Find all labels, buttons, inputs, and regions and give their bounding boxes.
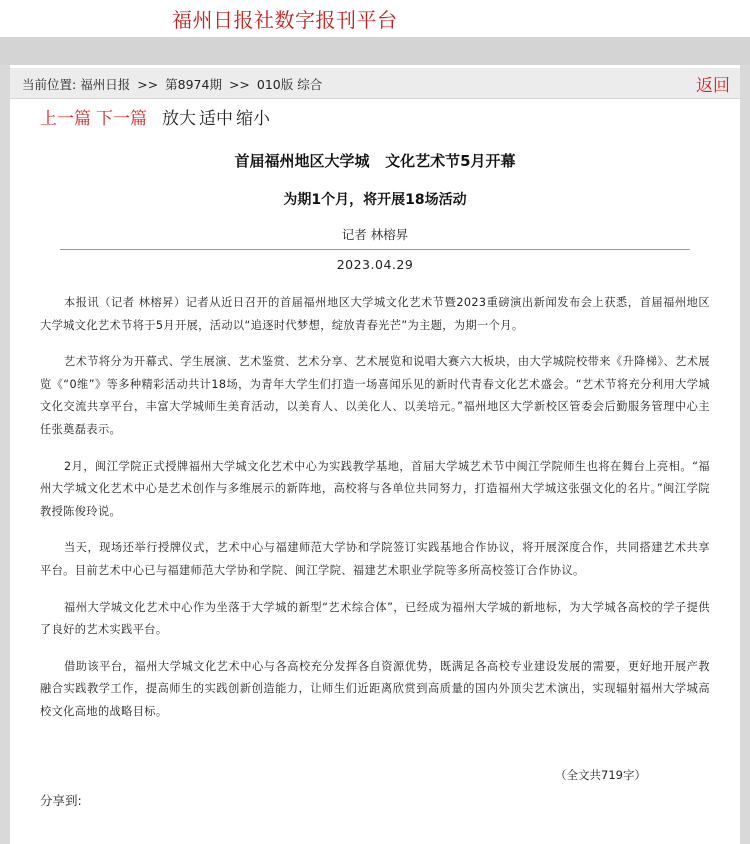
share-label: 分享到: (40, 793, 82, 808)
site-title[interactable]: 福州日报社数字报刊平台 (172, 8, 398, 32)
breadcrumb-prefix: 当前位置: (22, 77, 77, 92)
article-paragraph: 借助该平台，福州大学城文化艺术中心与各高校充分发挥各自资源优势，既满足各高校专业建设发展的需要，更好地开展产教融合实践教学工作，提高师生的实践创新创造能力，让师生们近距离欣赏到高质量的国内外顶尖艺术演出，实现辐射福州大学城高校文化高地的战略目标。 (40, 659, 710, 718)
article-paragraph: 当天，现场还举行授牌仪式，艺术中心与福建师范大学协和学院签订实践基地合作协议，将开展深度合作，共同搭建艺术共享平台。目前艺术中心已与福建师范大学协和学院、闽江学院、福建艺术职业学院等多所高校签订合作协议。 (40, 541, 710, 577)
top-banner (0, 0, 750, 37)
article-title: 首届福州地区大学城 文化艺术节5月开幕 (234, 152, 516, 170)
zoom-fit-link[interactable]: 适中 (199, 109, 233, 129)
breadcrumb-bar (10, 68, 740, 99)
divider (60, 249, 690, 250)
prev-article-link[interactable]: 上一篇 (40, 109, 91, 129)
back-link[interactable]: 返回 (696, 76, 730, 96)
article-paragraph: 本报讯（记者 林榕昇）记者从近日召开的首届福州地区大学城文化艺术节暨2023重磅演出新闻发布会上获悉，首届福州地区大学城文化艺术节将于5月开展，活动以“追逐时代梦想，绽放青春光芒”为主题，为期一个月。 (40, 296, 710, 332)
article (40, 142, 710, 738)
article-paragraph: 福州大学城文化艺术中心作为坐落于大学城的新型“艺术综合体”，已经成为福州大学城的新地标，为大学城各高校的学子提供了良好的艺术实践平台。 (40, 600, 710, 637)
breadcrumb-separator: >> (137, 77, 159, 92)
article-paragraph: 艺术节将分为开幕式、学生展演、艺术鉴赏、艺术分享、艺术展览和说唱大赛六大板块，由大学城院校带来《升降梯》、艺术展览《“0维”》等多种精彩活动共计18场，为青年大学生们打造一场喜闻乐见的新时代青春文化艺术盛会。“艺术节将充分利用大学城文化交流共享平台，丰富大学城师生美育活动，以美育人、以美化人、以美培元。”福州地区大学新校区管委会后勤服务管理中心主任张奠磊表示。 (40, 355, 710, 436)
article-toolbar (40, 104, 273, 129)
breadcrumb (22, 75, 322, 93)
next-article-link[interactable]: 下一篇 (96, 109, 147, 129)
article-paragraph: 2月，闽江学院正式授牌福州大学城文化艺术中心为实践教学基地，首届大学城艺术节中闽江学院师生也将在舞台上亮相。“福州大学城文化艺术中心是艺术创作与多维展示的新阵地，高校将与各单位共同努力，打造福州大学城这张强文化的名片。”闽江学院教授陈俊玲说。 (40, 459, 710, 518)
article-date: 2023.04.29 (336, 257, 414, 272)
breadcrumb-item-paper[interactable]: 福州日报 (80, 77, 131, 92)
breadcrumb-separator: >> (228, 77, 250, 92)
breadcrumb-item-issue[interactable]: 第8974期 (165, 77, 222, 92)
word-count: （全文共719字） (555, 768, 646, 782)
breadcrumb-item-page[interactable]: 010版 综合 (256, 77, 323, 92)
article-subtitle: 为期1个月，将开展18场活动 (283, 192, 467, 208)
zoom-out-link[interactable]: 缩小 (236, 109, 270, 129)
article-author: 记者 林榕昇 (341, 227, 409, 242)
zoom-in-link[interactable]: 放大 (162, 109, 196, 129)
header-gap (0, 37, 750, 65)
article-body (40, 292, 710, 724)
